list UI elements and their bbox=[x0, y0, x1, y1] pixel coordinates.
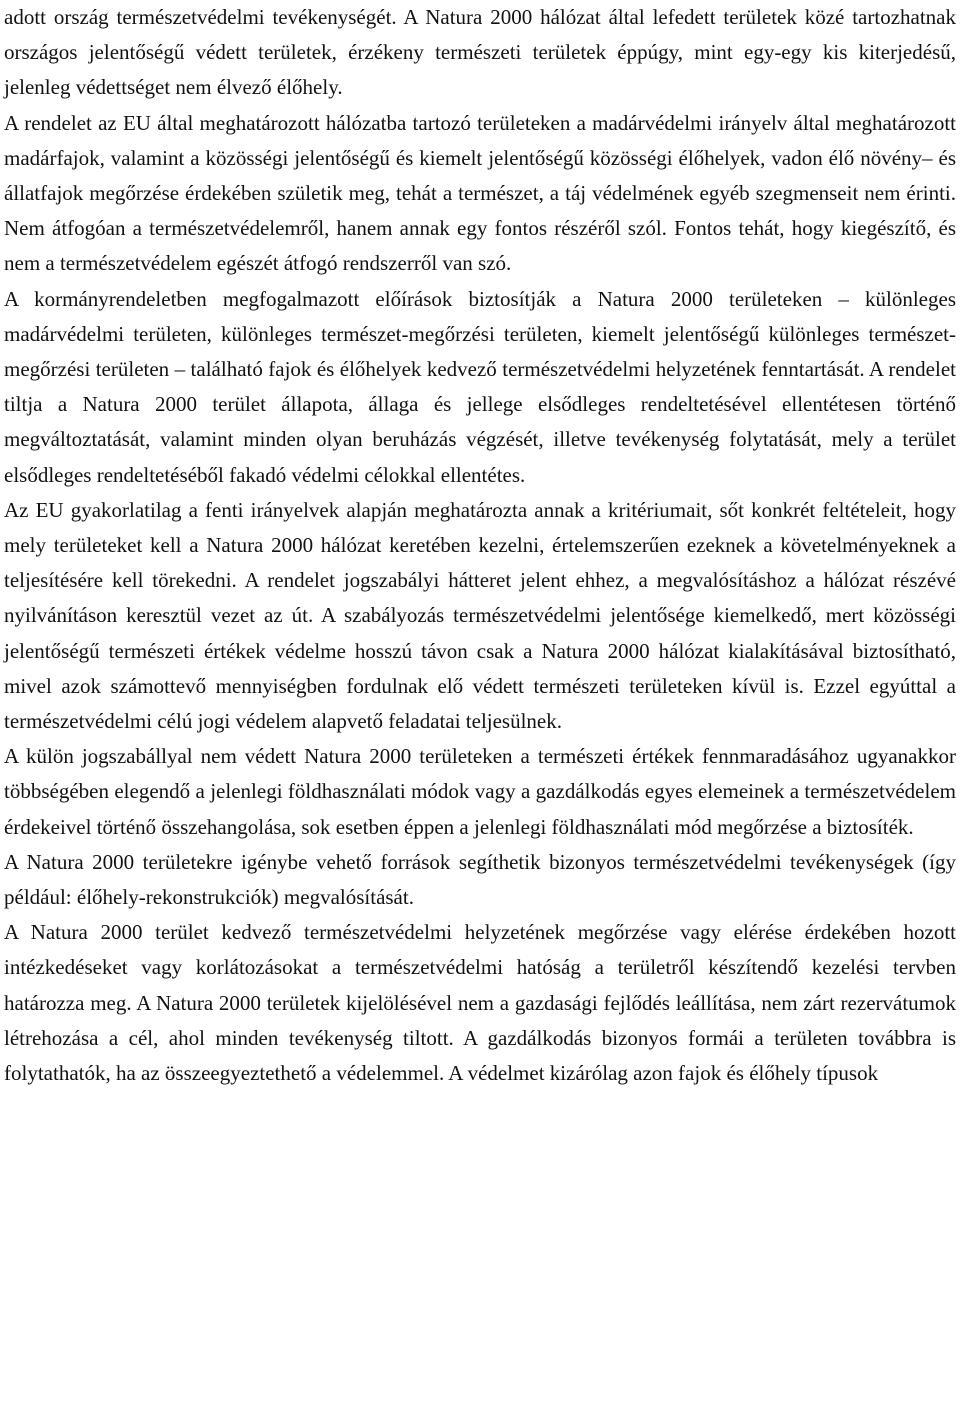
paragraph-3: A kormányrendeletben megfogalmazott előírások biztosítják a Natura 2000 területeken – különleges madárvédelmi területen, különleges természet-megőrzési területen, kiemelt jelentőségű különleges természet-megőrzési területen – található fajok és élőhelyek kedvező természetvédelmi helyzetének fenntartását. A rendelet tiltja a Natura 2000 terület állapota, állaga és jellege elsődleges rendeltetésével ellentétesen történő megváltoztatását, valamint minden olyan beruházás végzését, illetve tevékenység folytatását, mely a terület elsődleges rendeltetéséből fakadó védelmi célokkal ellentétes. bbox=[4, 286, 956, 487]
paragraph-7: A Natura 2000 terület kedvező természetvédelmi helyzetének megőrzése vagy elérése érdekében hozott intézkedéseket vagy korlátozásokat a természetvédelmi hatóság a területről készítendő kezelési tervben határozza meg. A Natura 2000 területek kijelölésével nem a gazdasági fejlődés leállítása, nem zárt rezervátumok létrehozása a cél, ahol minden tevékenység tiltott. A gazdálkodás bizonyos formái a területen továbbra is folytathatók, ha az összeegyeztethető a védelemmel. A védelmet kizárólag azon fajok és élőhely típusok bbox=[4, 920, 956, 1086]
paragraph-1: adott ország természetvédelmi tevékenységét. A Natura 2000 hálózat által lefedett területek közé tartozhatnak országos jelentőségű védett területek, érzékeny természeti területek éppúgy, mint egy-egy kis kiterjedésű, jelenleg védettséget nem élvező élőhely. bbox=[4, 5, 956, 100]
paragraph-4: Az EU gyakorlatilag a fenti irányelvek alapján meghatározta annak a kritériumait, sőt konkrét feltételeit, hogy mely területeket kell a Natura 2000 hálózat keretében kezelni, értelemszerűen ezeknek a követelményeknek a teljesítésére kell törekedni. A rendelet jogszabályi hátteret jelent ehhez, a megvalósításhoz a hálózat részévé nyilvánításon keresztül vezet az út. A szabályozás természetvédelmi jelentősége kiemelkedő, mert közösségi jelentőségű természeti értékek védelme hosszú távon csak a Natura 2000 hálózat kialakításával biztosítható, mivel azok számottevő mennyiségben fordulnak elő védett természeti területeken kívül is. Ezzel egyúttal a természetvédelmi célú jogi védelem alapvető feladatai teljesülnek. bbox=[4, 497, 956, 734]
paragraph-6: A Natura 2000 területekre igénybe vehető források segíthetik bizonyos természetvédelmi tevékenységek (így például: élőhely-rekonstrukciók) megvalósítását. bbox=[4, 849, 956, 910]
paragraph-5: A külön jogszabállyal nem védett Natura 2000 területeken a természeti értékek fennmaradásához ugyanakkor többségében elegendő a jelenlegi földhasználati módok vagy a gazdálkodás egyes elemeinek a természetvédelem érdekeivel történő összehangolása, sok esetben éppen a jelenlegi földhasználati mód megőrzése a biztosíték. bbox=[4, 744, 956, 839]
paragraph-2: A rendelet az EU által meghatározott hálózatba tartozó területeken a madárvédelmi irányelv által meghatározott madárfajok, valamint a közösségi jelentőségű és kiemelt jelentőségű közösségi élőhelyek, vadon élő növény– és állatfajok megőrzése érdekében születik meg, tehát a természet, a táj védelmének egyéb szegmenseit nem érinti. Nem átfogóan a természetvédelemről, hanem annak egy fontos részéről szól. Fontos tehát, hogy kiegészítő, és nem a természetvédelem egészét átfogó rendszerről van szó. bbox=[4, 110, 956, 276]
